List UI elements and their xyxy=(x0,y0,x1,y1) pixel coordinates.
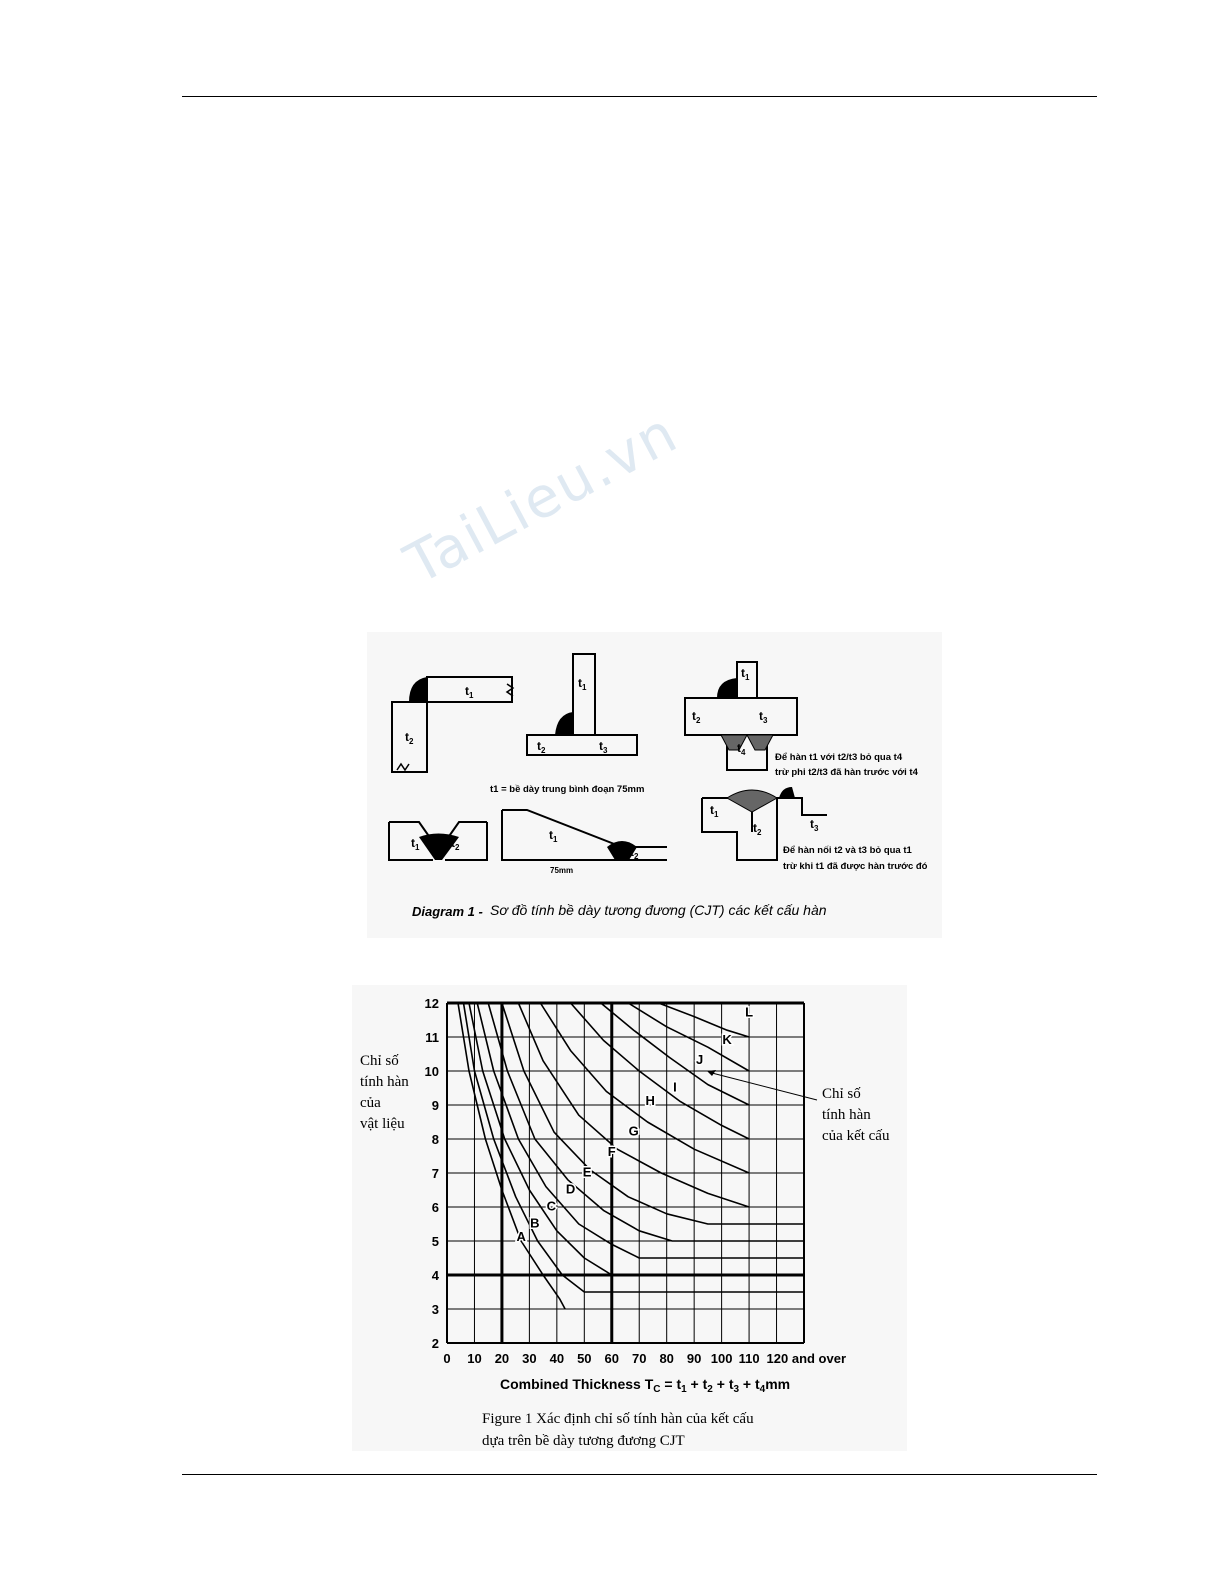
diagram-1-caption-text: Sơ đồ tính bề dày tương đương (CJT) các kết cấu hàn xyxy=(490,902,827,918)
series-label-J: J xyxy=(696,1052,704,1068)
label-t1-taper: $t_1$ xyxy=(549,828,558,844)
series-line-B xyxy=(464,1003,805,1292)
series-label-E: E xyxy=(582,1164,592,1180)
structure-label-line-3: của kết cấu xyxy=(822,1128,890,1144)
series-line-L xyxy=(659,1003,750,1037)
material-label-line-2: tính hàn xyxy=(360,1074,409,1090)
top-rule xyxy=(182,96,1097,97)
label-t2-lap: $t_2$ xyxy=(753,821,762,837)
x-tick-label: 80 xyxy=(659,1351,674,1366)
series-label-L: L xyxy=(745,1004,754,1020)
label-t3-lap: $t_3$ xyxy=(810,817,819,833)
y-tick-label: 6 xyxy=(431,1200,439,1215)
watermark: TaiLieu.vn xyxy=(395,400,689,598)
label-t3-cross: $t_3$ xyxy=(759,709,768,725)
figure-1-caption-line-1: Figure 1 Xác định chỉ số tính hàn của kết cấu xyxy=(482,1411,754,1427)
series-label-D: D xyxy=(565,1181,576,1197)
x-tick-label: 100 xyxy=(710,1351,733,1366)
series-label-F: F xyxy=(607,1144,616,1159)
note-bottom-1: Để hàn nối t2 và t3 bỏ qua t1 xyxy=(783,845,912,856)
diagram-1-caption-prefix: Diagram 1 - xyxy=(412,904,483,919)
material-index-label xyxy=(360,1051,409,1135)
y-tick-labels xyxy=(425,996,440,1351)
note-top-1: Để hàn t1 với t2/t3 bỏ qua t4 xyxy=(775,752,903,763)
material-label-line-1: Chỉ số xyxy=(360,1053,399,1069)
y-tick-label: 3 xyxy=(431,1302,439,1317)
x-tick-label: 50 xyxy=(577,1351,592,1366)
label-t1-corner: $t_1$ xyxy=(465,684,474,700)
label-t2-cross: $t_2$ xyxy=(692,709,701,725)
x-tick-label: 40 xyxy=(549,1351,565,1366)
figure-1 xyxy=(352,985,907,1451)
length-75mm: 75mm xyxy=(550,866,574,875)
x-tick-label: 60 xyxy=(604,1351,620,1366)
series-label-C: C xyxy=(546,1198,557,1214)
y-tick-label: 10 xyxy=(424,1064,439,1079)
y-tick-label: 4 xyxy=(431,1268,439,1283)
label-t1-tee: $t_1$ xyxy=(578,676,587,692)
figure-1-caption-line-2: dựa trên bề dày tương đương CJT xyxy=(482,1433,685,1449)
label-t4-cross: $t_4$ xyxy=(737,741,746,757)
x-tick-label: 90 xyxy=(686,1351,702,1366)
x-tick-label: 10 xyxy=(467,1351,482,1366)
label-t1-butt: $t_1$ xyxy=(411,836,420,852)
x-tick-label: 110 xyxy=(738,1351,760,1366)
series-label-B: B xyxy=(530,1215,540,1231)
series-line-H xyxy=(540,1003,749,1173)
series-label-H: H xyxy=(645,1093,655,1108)
y-tick-label: 5 xyxy=(431,1234,439,1249)
y-tick-label: 2 xyxy=(431,1336,439,1351)
y-tick-label: 11 xyxy=(425,1030,439,1045)
x-tick-labels xyxy=(443,1351,846,1366)
note-top-2: trừ phi t2/t3 đã hàn trước với t4 xyxy=(775,767,918,778)
series-line-F xyxy=(502,1003,804,1224)
diagram-1 xyxy=(367,632,942,938)
material-label-line-3: của xyxy=(360,1095,381,1111)
y-tick-label: 8 xyxy=(431,1132,439,1147)
y-tick-label: 12 xyxy=(424,996,439,1011)
y-tick-label: 7 xyxy=(431,1166,439,1181)
diagram-1-drawing xyxy=(367,632,942,938)
y-tick-label: 9 xyxy=(431,1098,439,1113)
pointer-line xyxy=(712,1073,817,1100)
label-t2-tee: $t_2$ xyxy=(537,739,546,755)
x-axis-label: Combined Thickness $T_C = t_1 + t_2 + t_3 + t_4mm$ xyxy=(500,1376,791,1395)
x-tick-label: 70 xyxy=(631,1351,647,1366)
bottom-rule xyxy=(182,1474,1097,1475)
label-t1-cross: $t_1$ xyxy=(741,666,750,682)
material-label-line-4: vật liệu xyxy=(360,1116,405,1132)
pointer-arrowhead xyxy=(707,1070,716,1076)
label-t3-tee: $t_3$ xyxy=(599,739,608,755)
series-labels xyxy=(516,1005,753,1244)
x-tick-label: 0 xyxy=(443,1351,451,1366)
figure-1-caption xyxy=(482,1408,754,1452)
structure-label-line-2: tính hàn xyxy=(822,1107,871,1123)
label-t2-butt: $t_2$ xyxy=(451,836,460,852)
avg-thickness-note: t1 = bề dày trung bình đoạn 75mm xyxy=(490,784,645,795)
series-label-G: G xyxy=(628,1123,639,1139)
x-tick-label: 30 xyxy=(522,1351,537,1366)
chart-series xyxy=(458,1003,804,1309)
series-label-I: I xyxy=(673,1079,677,1095)
label-t2-corner: $t_2$ xyxy=(405,730,414,746)
x-tick-label: 20 xyxy=(494,1351,510,1366)
series-label-A: A xyxy=(516,1229,526,1244)
label-t1-lap: $t_1$ xyxy=(710,803,719,819)
x-tick-label: 120 and over xyxy=(766,1351,847,1366)
label-t2-taper: $t_2$ xyxy=(630,845,639,861)
series-label-K: K xyxy=(722,1031,732,1047)
structure-index-label xyxy=(822,1084,889,1147)
note-bottom-2: trừ khi t1 đã được hàn trước đó xyxy=(783,861,928,872)
weldability-chart xyxy=(352,985,907,1451)
structure-label-line-1: Chỉ số xyxy=(822,1086,861,1102)
